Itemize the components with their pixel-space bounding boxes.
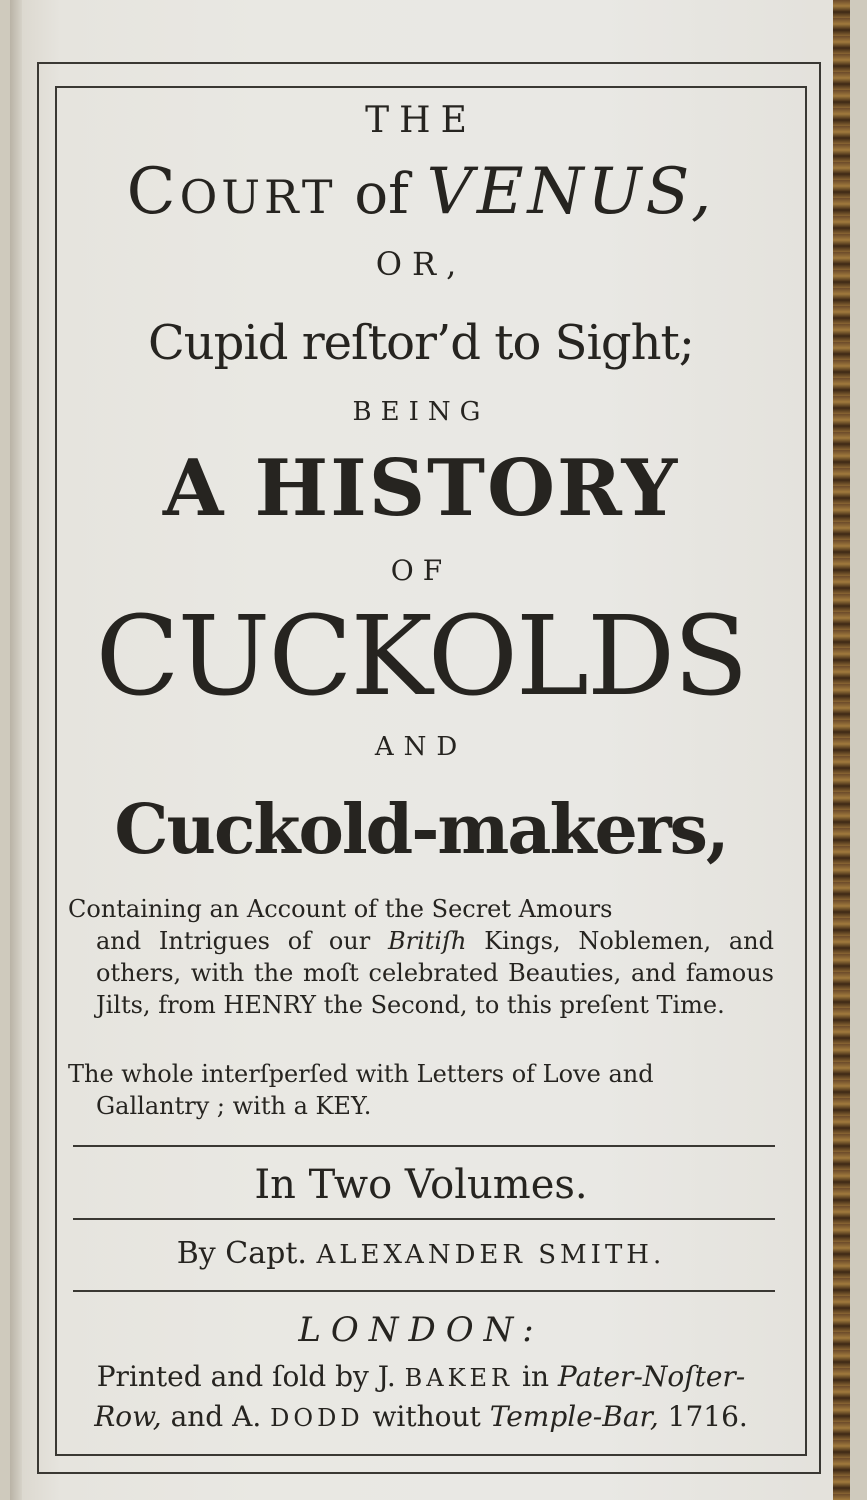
description-line-1: Containing an Account of the Secret Amours <box>68 895 613 923</box>
author-line: By Capt. ALEXANDER SMITH. <box>176 1236 666 1271</box>
imprint-london: LONDON: <box>298 1310 544 1350</box>
imprint-line-1: Printed and ſold by J. BAKER in Pater-Noſter- <box>96 1360 746 1393</box>
title-cuckold-makers: Cuckold-makers, <box>114 790 728 870</box>
letters-line-1: The whole interſperſed with Letters of Love and <box>68 1060 654 1088</box>
volumes-line: In Two Volumes. <box>254 1162 588 1208</box>
title-being: BEING <box>352 397 490 427</box>
divider-rule-3 <box>73 1290 775 1292</box>
british-italic: Britiſh <box>388 927 467 955</box>
description-paragraph <box>68 893 774 1021</box>
letters-paragraph <box>68 1058 774 1122</box>
imprint-line-2: Row, and A. DODD without Temple-Bar, 1716. <box>94 1400 748 1433</box>
title-cuckolds: CUCKOLDS <box>95 592 747 720</box>
title-venus: VENUS, <box>426 155 716 229</box>
title-of-2: OF <box>390 554 452 587</box>
title-and: AND <box>374 732 468 762</box>
title-court: COURT <box>126 155 337 229</box>
title-court-of-venus <box>45 155 797 229</box>
binding-edge <box>833 0 850 1500</box>
description-rest: and Intrigues of our Britiſh Kings, Noblemen, and others, with the moſt celebrated Beauties, and famous Jilts, from HENRY the Second, to this preſent Time. <box>96 927 774 1019</box>
title-of: of <box>336 162 427 227</box>
divider-rule-1 <box>73 1145 775 1147</box>
title-the: THE <box>365 100 477 141</box>
divider-rule-2 <box>73 1218 775 1220</box>
letters-line-2: Gallantry ; with a KEY. <box>96 1092 372 1120</box>
title-a-history: A HISTORY <box>162 443 680 534</box>
gutter-shadow <box>10 0 22 1500</box>
title-or: OR, <box>375 245 467 283</box>
subtitle-cupid: Cupid reſtor’d to Sight; <box>148 315 694 371</box>
author-name: ALEXANDER SMITH. <box>316 1240 666 1270</box>
